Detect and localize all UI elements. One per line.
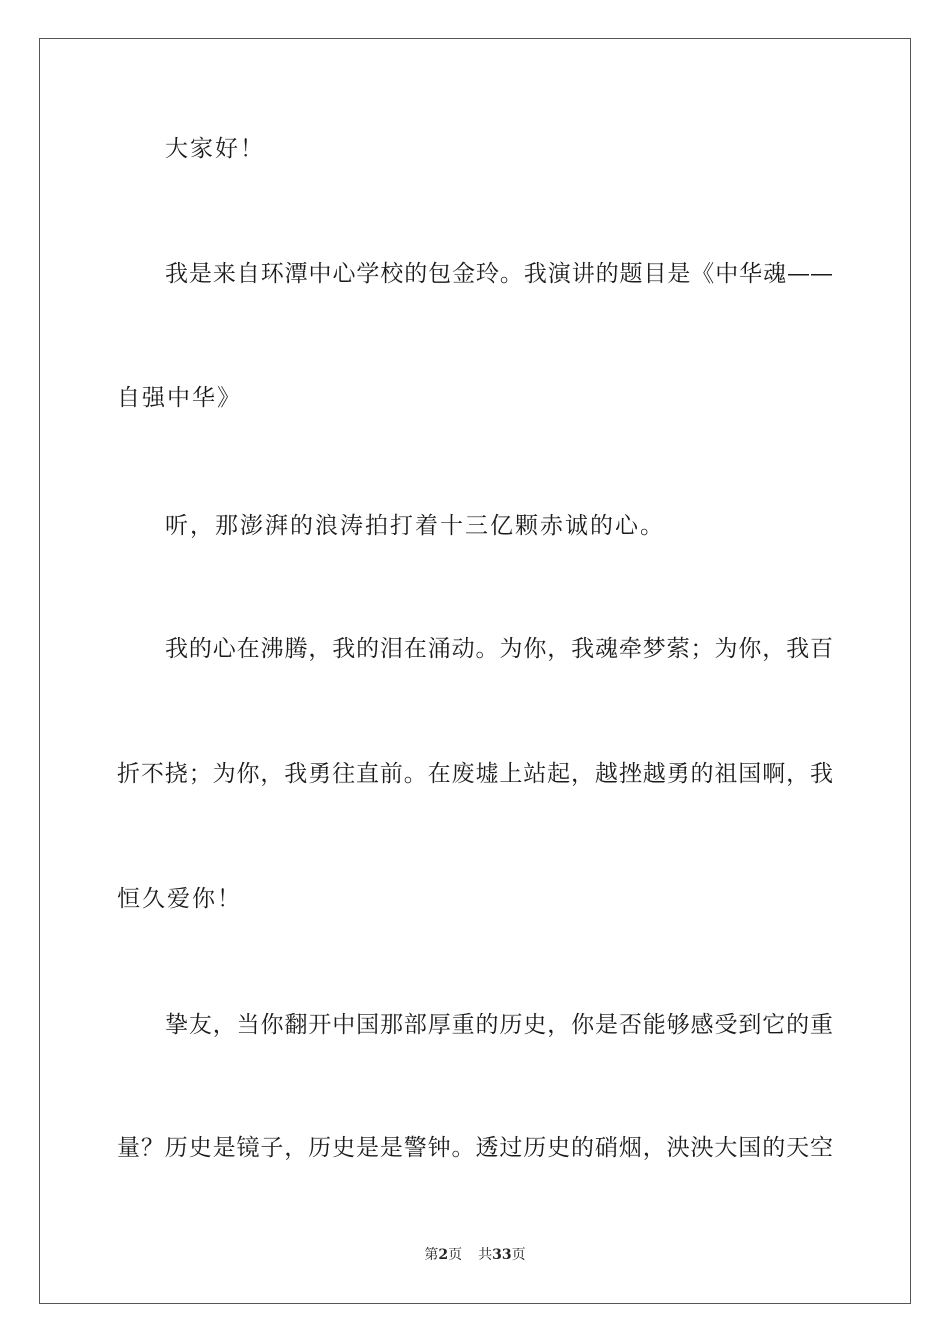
footer-total-unit: 页 [511,1247,526,1263]
text-line-3: 自强中华》 [117,385,242,411]
text-line-4: 听，那澎湃的浪涛拍打着十三亿颗赤诚的心。 [165,513,665,539]
text-line-6: 折不挠；为你，我勇往直前。在废墟上站起，越挫越勇的祖国啊，我 [117,761,833,787]
text-line-7: 恒久爱你！ [117,886,242,912]
page-border [39,38,911,1304]
text-line-2: 我是来自环潭中心学校的包金玲。我演讲的题目是《中华魂—— [165,261,833,287]
footer-page-unit: 页 [448,1247,463,1263]
footer-page-number: 2 [438,1247,449,1263]
page-footer [0,1246,950,1264]
text-line-9: 量？历史是镜子，历史是是警钟。透过历史的硝烟，泱泱大国的天空 [117,1135,833,1161]
footer-total-prefix: 共 [478,1247,493,1263]
text-line-8: 挚友，当你翻开中国那部厚重的历史，你是否能够感受到它的重 [165,1012,833,1038]
footer-prefix: 第 [424,1247,439,1263]
text-line-5: 我的心在沸腾，我的泪在涌动。为你，我魂牵梦萦；为你，我百 [165,636,833,662]
footer-total-pages: 33 [492,1247,512,1263]
text-line-1: 大家好！ [165,136,265,162]
